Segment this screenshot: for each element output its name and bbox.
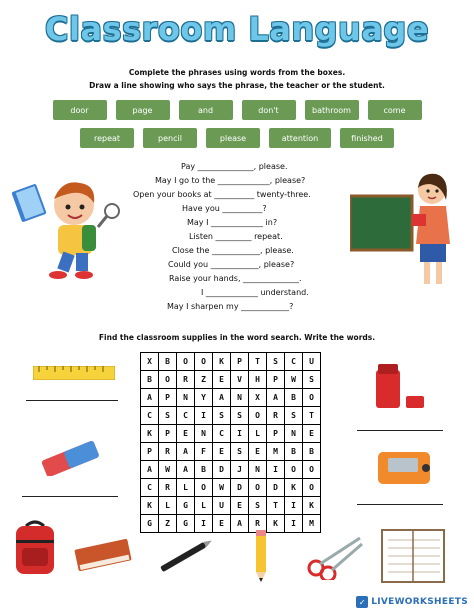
grid-cell[interactable]: I — [195, 515, 213, 533]
grid-cell[interactable]: H — [249, 371, 267, 389]
book-icon — [72, 536, 134, 574]
grid-cell[interactable]: P — [141, 443, 159, 461]
phrase-item: Pay ______________, please. — [181, 162, 288, 171]
grid-cell[interactable]: N — [231, 389, 249, 407]
grid-cell[interactable]: B — [141, 371, 159, 389]
grid-cell[interactable]: T — [267, 497, 285, 515]
grid-row — [141, 389, 321, 407]
grid-cell[interactable]: P — [159, 425, 177, 443]
word-chip: repeat — [80, 128, 134, 148]
phrase-item: Close the ____________, please. — [172, 246, 294, 255]
phrase-item: Could you ____________, please? — [168, 260, 295, 269]
grid-cell[interactable]: D — [213, 461, 231, 479]
grid-cell[interactable]: K — [267, 515, 285, 533]
grid-row — [141, 479, 321, 497]
grid-cell[interactable]: A — [177, 443, 195, 461]
grid-cell[interactable]: E — [213, 515, 231, 533]
grid-cell[interactable]: O — [249, 407, 267, 425]
answer-line-eraser[interactable] — [22, 496, 118, 497]
sharpener-icon — [376, 446, 436, 488]
grid-cell[interactable]: T — [303, 407, 321, 425]
footer-brand — [356, 595, 468, 609]
grid-cell[interactable]: S — [159, 407, 177, 425]
pen-icon — [154, 538, 216, 574]
grid-cell[interactable]: U — [213, 497, 231, 515]
grid-cell[interactable]: G — [141, 515, 159, 533]
grid-cell[interactable]: X — [141, 353, 159, 371]
grid-row — [141, 425, 321, 443]
word-chip: page — [116, 100, 170, 120]
grid-cell[interactable]: O — [249, 479, 267, 497]
grid-cell[interactable]: I — [267, 461, 285, 479]
pencil-icon — [254, 530, 268, 582]
word-chip: attention — [269, 128, 331, 148]
grid-cell[interactable]: W — [213, 479, 231, 497]
grid-cell[interactable]: A — [141, 461, 159, 479]
grid-cell[interactable]: N — [177, 389, 195, 407]
grid-cell[interactable]: S — [249, 497, 267, 515]
glue-stick-icon — [372, 362, 428, 412]
grid-cell[interactable]: E — [231, 497, 249, 515]
word-chip: door — [53, 100, 107, 120]
grid-row — [141, 497, 321, 515]
grid-cell[interactable]: I — [231, 425, 249, 443]
section-2-instruction: Find the classroom supplies in the word search. Write the words. — [98, 333, 376, 342]
grid-cell[interactable]: D — [267, 479, 285, 497]
grid-cell[interactable]: A — [267, 389, 285, 407]
phrase-item: May I sharpen my ____________? — [167, 302, 294, 311]
grid-cell[interactable]: N — [195, 425, 213, 443]
grid-cell[interactable]: E — [249, 443, 267, 461]
grid-cell[interactable]: R — [159, 443, 177, 461]
grid-cell[interactable]: A — [141, 389, 159, 407]
footer-brand-text: LIVEWORKSHEETS — [371, 597, 468, 607]
phrase-item: Raise your hands, ______________. — [169, 274, 302, 283]
grid-cell[interactable]: R — [177, 371, 195, 389]
grid-cell[interactable]: W — [159, 461, 177, 479]
grid-cell[interactable]: O — [285, 461, 303, 479]
grid-cell[interactable]: R — [249, 515, 267, 533]
grid-cell[interactable]: S — [213, 407, 231, 425]
scissors-icon — [306, 534, 364, 580]
grid-cell[interactable]: C — [285, 353, 303, 371]
grid-cell[interactable]: L — [177, 479, 195, 497]
grid-cell[interactable]: T — [249, 353, 267, 371]
word-chip: come — [368, 100, 422, 120]
grid-cell[interactable]: K — [141, 425, 159, 443]
grid-cell[interactable]: L — [249, 425, 267, 443]
page-title: Classroom Language — [44, 10, 430, 48]
grid-cell[interactable]: O — [195, 353, 213, 371]
grid-cell[interactable]: Y — [195, 389, 213, 407]
grid-cell[interactable]: Z — [159, 515, 177, 533]
grid-cell[interactable]: O — [303, 389, 321, 407]
grid-cell[interactable]: L — [159, 497, 177, 515]
grid-cell[interactable]: K — [213, 353, 231, 371]
grid-cell[interactable]: S — [267, 353, 285, 371]
grid-cell[interactable]: L — [195, 497, 213, 515]
ruler-icon — [33, 366, 115, 380]
grid-cell[interactable]: N — [249, 461, 267, 479]
word-chip: pencil — [143, 128, 197, 148]
grid-cell[interactable]: B — [285, 443, 303, 461]
instruction-2: Draw a line showing who says the phrase, the teacher or the student. — [89, 81, 385, 90]
grid-cell[interactable]: C — [141, 407, 159, 425]
answer-line-glue-stick[interactable] — [357, 430, 443, 431]
grid-cell[interactable]: S — [231, 443, 249, 461]
grid-cell[interactable]: S — [231, 407, 249, 425]
phrase-item: May I _____________ in? — [187, 218, 278, 227]
grid-cell[interactable]: E — [177, 425, 195, 443]
grid-cell[interactable]: I — [285, 515, 303, 533]
grid-cell[interactable]: I — [195, 407, 213, 425]
grid-cell[interactable]: W — [285, 371, 303, 389]
grid-cell[interactable]: S — [303, 371, 321, 389]
grid-cell[interactable]: U — [303, 353, 321, 371]
grid-cell[interactable]: E — [303, 425, 321, 443]
grid-cell[interactable]: A — [213, 389, 231, 407]
grid-cell[interactable]: S — [285, 407, 303, 425]
grid-cell[interactable]: O — [303, 479, 321, 497]
grid-cell[interactable]: E — [213, 443, 231, 461]
grid-cell[interactable]: M — [267, 443, 285, 461]
grid-cell[interactable]: R — [159, 479, 177, 497]
grid-cell[interactable]: B — [195, 461, 213, 479]
phrase-item: Open your books at __________ twenty-three. — [133, 190, 311, 199]
grid-row — [141, 515, 321, 533]
grid-row — [141, 461, 321, 479]
word-chip: bathroom — [305, 100, 359, 120]
grid-cell[interactable]: G — [177, 515, 195, 533]
answer-line-sharpener[interactable] — [357, 504, 443, 505]
grid-cell[interactable]: C — [177, 407, 195, 425]
grid-cell[interactable]: R — [267, 407, 285, 425]
grid-cell[interactable]: O — [303, 461, 321, 479]
grid-cell[interactable]: P — [267, 371, 285, 389]
grid-cell[interactable]: B — [159, 353, 177, 371]
grid-cell[interactable]: A — [231, 515, 249, 533]
grid-cell[interactable]: F — [195, 443, 213, 461]
grid-cell[interactable]: K — [141, 497, 159, 515]
grid-cell[interactable]: J — [231, 461, 249, 479]
phrase-item: I _____________ understand. — [201, 288, 309, 297]
grid-cell[interactable]: P — [231, 353, 249, 371]
grid-cell[interactable]: N — [285, 425, 303, 443]
grid-row — [141, 443, 321, 461]
grid-cell[interactable]: Z — [195, 371, 213, 389]
grid-cell[interactable]: V — [231, 371, 249, 389]
word-chip: please — [206, 128, 260, 148]
instruction-1: Complete the phrases using words from the boxes. — [128, 68, 346, 77]
phrase-item: May I go to the _____________, please? — [155, 176, 306, 185]
grid-cell[interactable]: K — [285, 479, 303, 497]
grid-row — [141, 353, 321, 371]
phrase-item: Listen _________ repeat. — [189, 232, 283, 241]
backpack-icon — [14, 520, 56, 576]
grid-cell[interactable]: G — [177, 497, 195, 515]
liveworksheets-logo-icon: ✓ — [356, 596, 368, 608]
grid-cell[interactable]: C — [213, 425, 231, 443]
grid-cell[interactable]: O — [177, 353, 195, 371]
word-bank-row-2 — [0, 128, 474, 148]
grid-cell[interactable]: D — [231, 479, 249, 497]
grid-cell[interactable]: P — [267, 425, 285, 443]
grid-cell[interactable]: E — [213, 371, 231, 389]
word-chip: finished — [340, 128, 394, 148]
grid-cell[interactable]: B — [303, 443, 321, 461]
grid-cell[interactable]: X — [249, 389, 267, 407]
grid-row — [141, 407, 321, 425]
notebook-icon — [380, 528, 446, 584]
grid-cell[interactable]: O — [195, 479, 213, 497]
teacher-illustration — [350, 170, 468, 290]
grid-cell[interactable]: O — [159, 371, 177, 389]
boy-illustration — [12, 175, 132, 285]
phrase-item: Have you __________? — [182, 204, 267, 213]
grid-cell[interactable]: P — [159, 389, 177, 407]
answer-line-ruler[interactable] — [26, 400, 118, 401]
grid-cell[interactable]: B — [285, 389, 303, 407]
grid-cell[interactable]: M — [303, 515, 321, 533]
grid-cell[interactable]: C — [141, 479, 159, 497]
word-bank-row-1 — [0, 100, 474, 120]
grid-cell[interactable]: K — [303, 497, 321, 515]
eraser-icon — [38, 440, 102, 476]
grid-cell[interactable]: A — [177, 461, 195, 479]
word-chip: don't — [242, 100, 296, 120]
grid-cell[interactable]: I — [285, 497, 303, 515]
word-search-grid — [140, 352, 321, 533]
word-chip: and — [179, 100, 233, 120]
grid-row — [141, 371, 321, 389]
